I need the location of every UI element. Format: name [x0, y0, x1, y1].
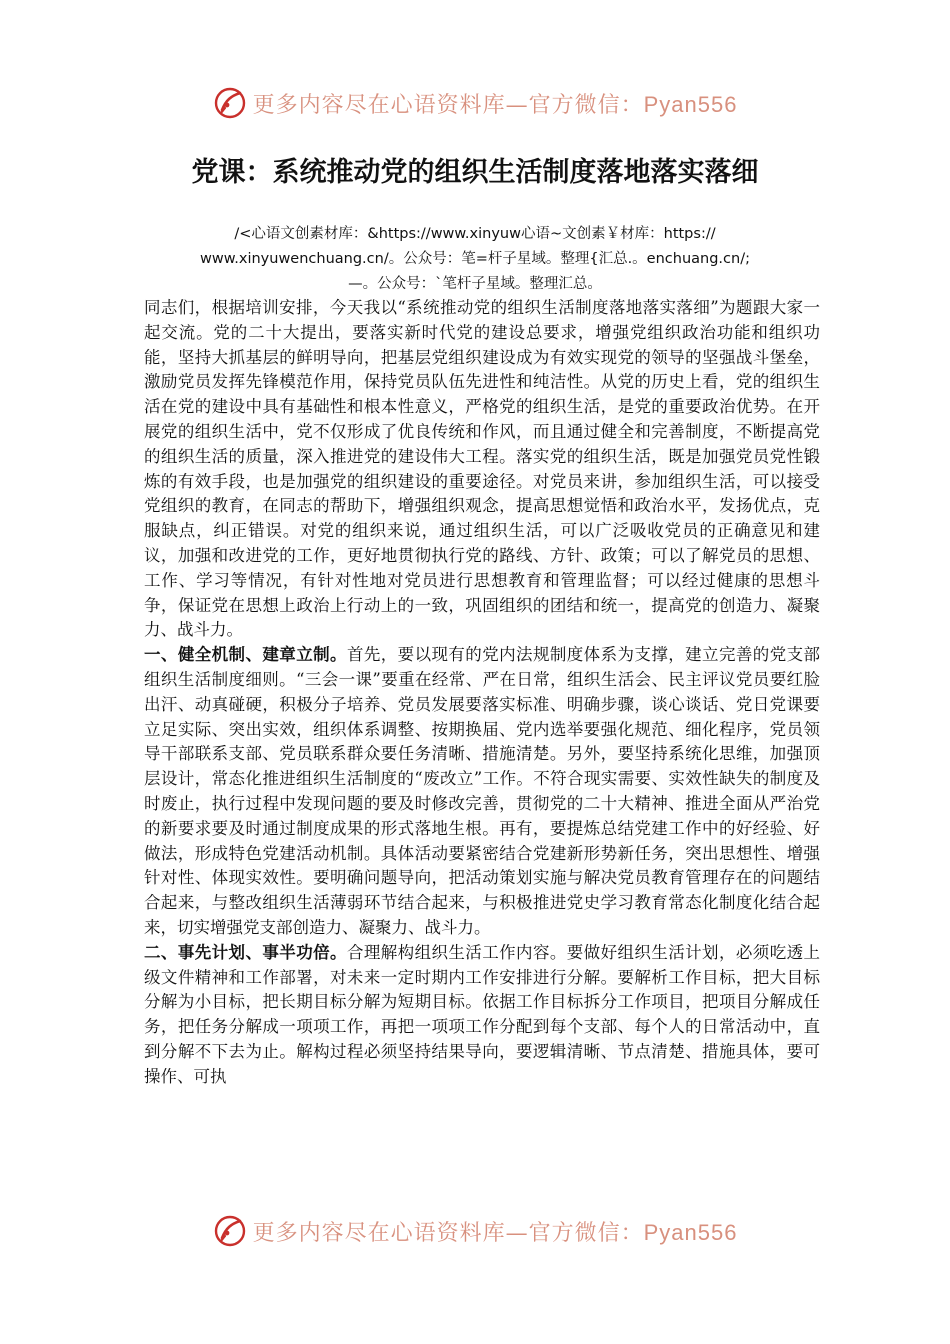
meta-line: /<心语文创素材库：&https://www.xinyuw心语~文创素￥材库：https://	[234, 226, 716, 242]
banner-handle: Pyan556	[643, 91, 738, 117]
section-heading: 二、事先计划、事半功倍。	[144, 942, 347, 962]
section-text: 合理解构组织生活工作内容。要做好组织生活计划，必须吃透上级文件精神和工作部署，对未来一定时期内工作安排进行分解。要解析工作目标，把大目标分解为小目标，把长期目标分解为短期目标。依据工作目标拆分工作项目，把项目分解成任务，把任务分解成一项项工作，再把一项项工作分配到每个支部、每个人的日常活动中，直到分解不下去为止。解构过程必须坚持结果导向，要逻辑清晰、节点清楚、措施具体，要可操作、可执	[144, 942, 821, 1086]
document-body	[144, 296, 820, 1090]
source-meta	[150, 222, 800, 297]
meta-line: —。公众号：`笔杆子星域。整理汇总。	[348, 276, 602, 292]
intro-paragraph: 同志们，根据培训安排，今天我以“系统推动党的组织生活制度落地落实落细”为题跟大家一起交流。党的二十大提出，要落实新时代党的建设总要求，增强党组织政治功能和组织功能，坚持大抓基层的鲜明导向，把基层党组织建设成为有效实现党的领导的坚强战斗堡垒，激励党员发挥先锋模范作用，保持党员队伍先进性和纯洁性。从党的历史上看，党的组织生活在党的建设中具有基础性和根本性意义，严格党的组织生活，是党的重要政治优势。在开展党的组织生活中，党不仅形成了优良传统和作风，而且通过健全和完善制度，不断提高党的组织生活的质量，深入推进党的建设伟大工程。落实党的组织生活，既是加强党员党性锻炼的有效手段，也是加强党的组织建设的重要途径。对党员来讲，参加组织生活，可以接受党组织的教育，在同志的帮助下，增强组织观念，提高思想觉悟和政治水平，发扬优点，克服缺点，纠正错误。对党的组织来说，通过组织生活，可以广泛吸收党员的正确意见和建议，加强和改进党的工作，更好地贯彻执行党的路线、方针、政策；可以了解党员的思想、工作、学习等情况，有针对性地对党员进行思想教育和管理监督；可以经过健康的思想斗争，保证党在思想上政治上行动上的一致，巩固组织的团结和统一，提高党的创造力、凝聚力、战斗力。	[144, 298, 820, 640]
footer-banner[interactable]	[0, 1210, 950, 1252]
banner-text: 更多内容尽在心语资料库—官方微信：Pyan556	[252, 1219, 738, 1246]
document-title: 党课：系统推动党的组织生活制度落地落实落细	[191, 157, 759, 188]
section-paragraph	[144, 643, 820, 941]
banner-handle: Pyan556	[643, 1219, 738, 1245]
section-heading: 一、健全机制、建章立制。	[144, 645, 347, 665]
header-banner[interactable]	[0, 82, 950, 124]
section-text: 首先，要以现有的党内法规制度体系为支撑，建立完善的党支部组织生活制度细则。“三会一课”要重在经常、严在日常，组织生活会、民主评议党员要红脸出汗、动真碰硬，积极分子培养、党员发展要落实标准、明确步骤，谈心谈话、党日党课要立足实际、突出实效，组织体系调整、按期换届、党内选举要强化规范、细化程序，党员领导干部联系支部、党员联系群众要任务清晰、措施清楚。另外，要坚持系统化思维，加强顶层设计，常态化推进组织生活制度的“废改立”工作。不符合现实需要、实效性缺失的制度及时废止，执行过程中发现问题的要及时修改完善，贯彻党的二十大精神、推进全面从严治党的新要求要及时通过制度成果的形式落地生根。再有，要提炼总结党建工作中的好经验、好做法，形成特色党建活动机制。具体活动要紧密结合党建新形势新任务，突出思想性、增强针对性、体现实效性。要明确问题导向，把活动策划实施与解决党员教育管理存在的问题结合起来，与整改组织生活薄弱环节结合起来，与积极推进党史学习教育常态化制度化结合起来，切实增强党支部创造力、凝聚力、战斗力。	[144, 645, 821, 937]
banner-text: 更多内容尽在心语资料库—官方微信：Pyan556	[252, 91, 738, 118]
section-paragraph	[144, 941, 820, 1090]
meta-line: www.xinyuwenchuang.cn/。公众号：笔=杆子星域。整理{汇总.。enchuang.cn/;	[200, 251, 750, 267]
logo-icon	[213, 1214, 247, 1248]
logo-icon	[213, 86, 247, 120]
